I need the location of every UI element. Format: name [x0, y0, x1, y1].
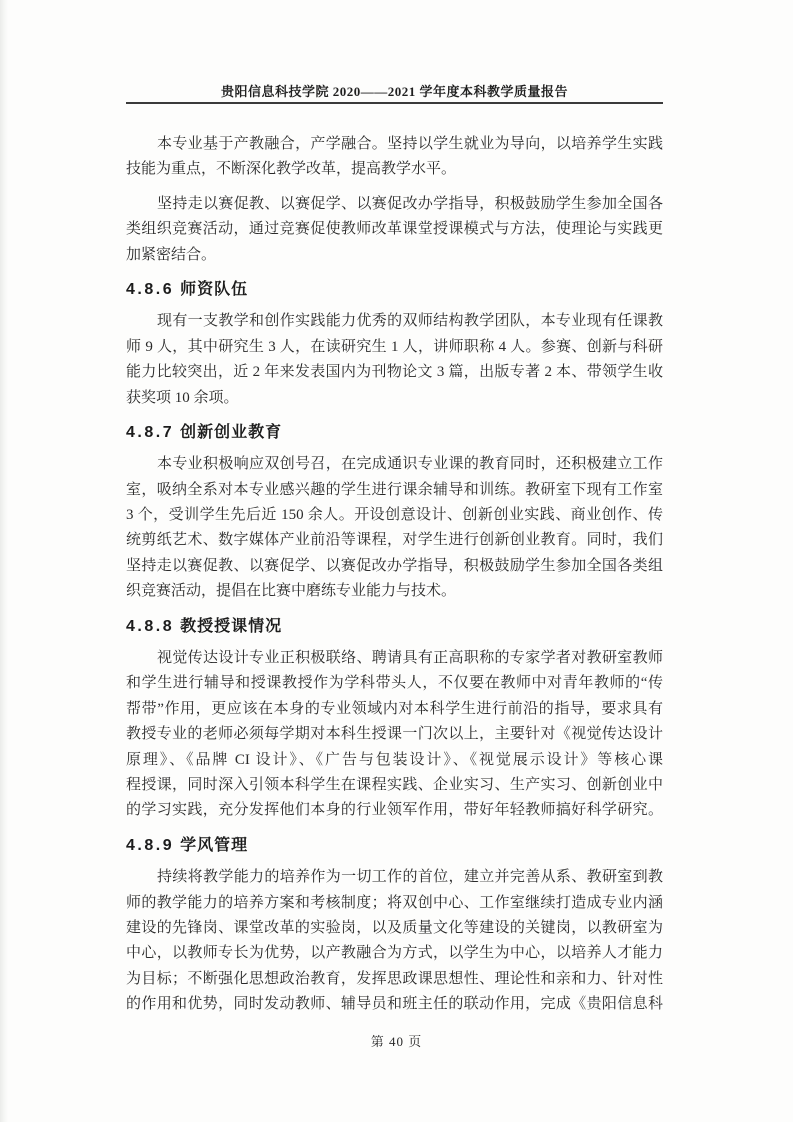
text-line: 教授专业的老师必须每学期对本科生授课一门次以上，主要针对《视觉传达设计 [126, 726, 663, 743]
section-number: 4.8.7 [126, 423, 175, 441]
text-line: 程授课，同时深入引领本科学生在课程实践、企业实习、生产实习、创新创业中 [126, 776, 663, 793]
body-paragraph [126, 646, 663, 824]
text-line: 本专业积极响应双创号召，在完成通识专业课的教育同时，还积极建立工作 [157, 456, 663, 473]
text-line: 坚持走以赛促教、以赛促学、以赛促改办学指导，积极鼓励学生参加全国各类组 [126, 557, 663, 574]
text-line: 类组织竞赛活动，通过竞赛促使教师改革课堂授课模式与方法，使理论与实践更 [126, 221, 663, 238]
text-line: 的作用和优势，同时发动教师、辅导员和班主任的联动作用，完成《贵阳信息科 [126, 996, 663, 1013]
body-paragraph [126, 452, 663, 604]
section-number: 4.8.9 [126, 836, 175, 854]
text-line: 原理》、《品牌 CI 设计》、《广告与包装设计》、《视觉展示设计》等核心课 [126, 751, 663, 768]
text-line: 坚持走以赛促教、以赛促学、以赛促改办学指导，积极鼓励学生参加全国各 [157, 195, 663, 212]
page-footer [0, 1031, 793, 1050]
text-line: 建设的先锋岗、课堂改革的实验岗，以及质量文化等建设的关键岗，以教研室为 [126, 919, 663, 936]
text-line: 加紧密结合。 [126, 246, 217, 263]
section-heading [126, 833, 663, 858]
section-title: 教授授课情况 [180, 617, 283, 635]
text-line: 师 9 人，其中研究生 3 人，在读研究生 1 人，讲师职称 4 人。参赛、创新与科研 [126, 338, 663, 355]
text-line: 现有一支教学和创作实践能力优秀的双师结构教学团队，本专业现有任课教 [157, 313, 663, 330]
body-paragraph [126, 309, 663, 411]
text-line: 技能为重点，不断深化教学改革，提高教学水平。 [126, 161, 457, 178]
text-line: 和学生进行辅导和授课教授作为学科带头人，不仅要在教师中对青年教师的“传 [126, 675, 663, 692]
text-line: 3 个，受训学生先后近 150 余人。开设创意设计、创新创业实践、商业创作、传 [126, 507, 663, 524]
section-number: 4.8.8 [126, 617, 175, 635]
section-title: 师资队伍 [180, 280, 249, 298]
body-paragraph [126, 865, 663, 1017]
text-line: 本专业基于产教融合，产学融合。坚持以学生就业为导向，以培养学生实践 [157, 136, 663, 152]
body-paragraph [126, 132, 663, 183]
text-line: 统剪纸艺术、数字媒体产业前沿等课程，对学生进行创新创业教育。同时，我们 [126, 532, 663, 549]
text-line: 视觉传达设计专业正积极联络、聘请具有正高职称的专家学者对教研室教师 [157, 650, 663, 667]
section-heading [126, 420, 663, 445]
section-heading [126, 277, 663, 302]
text-line: 室，吸纳全系对本专业感兴趣的学生进行课余辅导和训练。教研室下现有工作室 [126, 481, 663, 498]
page-number: 第 40 页 [370, 1034, 423, 1049]
text-line: 为目标；不断强化思想政治教育，发挥思政课思想性、理论性和亲和力、针对性 [126, 970, 663, 987]
body-paragraph [126, 192, 663, 268]
section-heading [126, 614, 663, 639]
section-number: 4.8.6 [126, 280, 175, 298]
text-line: 能力比较突出，近 2 年来发表国内为刊物论文 3 篇，出版专著 2 本、带领学生收 [126, 364, 663, 381]
page-header [126, 84, 663, 104]
section-title: 学风管理 [180, 836, 249, 854]
text-line: 持续将教学能力的培养作为一切工作的首位，建立并完善从系、教研室到教 [157, 869, 663, 886]
text-line: 织竞赛活动，提倡在比赛中磨练专业能力与技术。 [126, 583, 457, 600]
text-line: 中心，以教师专长为优势，以产教融合为方式，以学生为中心，以培养人才能力 [126, 945, 663, 962]
document-body [126, 124, 663, 1027]
section-title: 创新创业教育 [180, 423, 283, 441]
text-line: 获奖项 10 余项。 [126, 389, 239, 406]
text-line: 帮带”作用，更应该在本身的专业领域内对本科学生进行前沿的指导，要求具有 [126, 700, 663, 717]
header-rule [126, 102, 663, 104]
running-header-title: 贵阳信息科技学院 2020——2021 学年度本科教学质量报告 [220, 84, 568, 99]
text-line: 的学习实践，充分发挥他们本身的行业领军作用，带好年轻教师搞好科学研究。 [126, 802, 663, 819]
text-line: 师的教学能力的培养方案和考核制度；将双创中心、工作室继续打造成专业内涵 [126, 894, 663, 911]
scan-edge-shadow [0, 0, 8, 1122]
